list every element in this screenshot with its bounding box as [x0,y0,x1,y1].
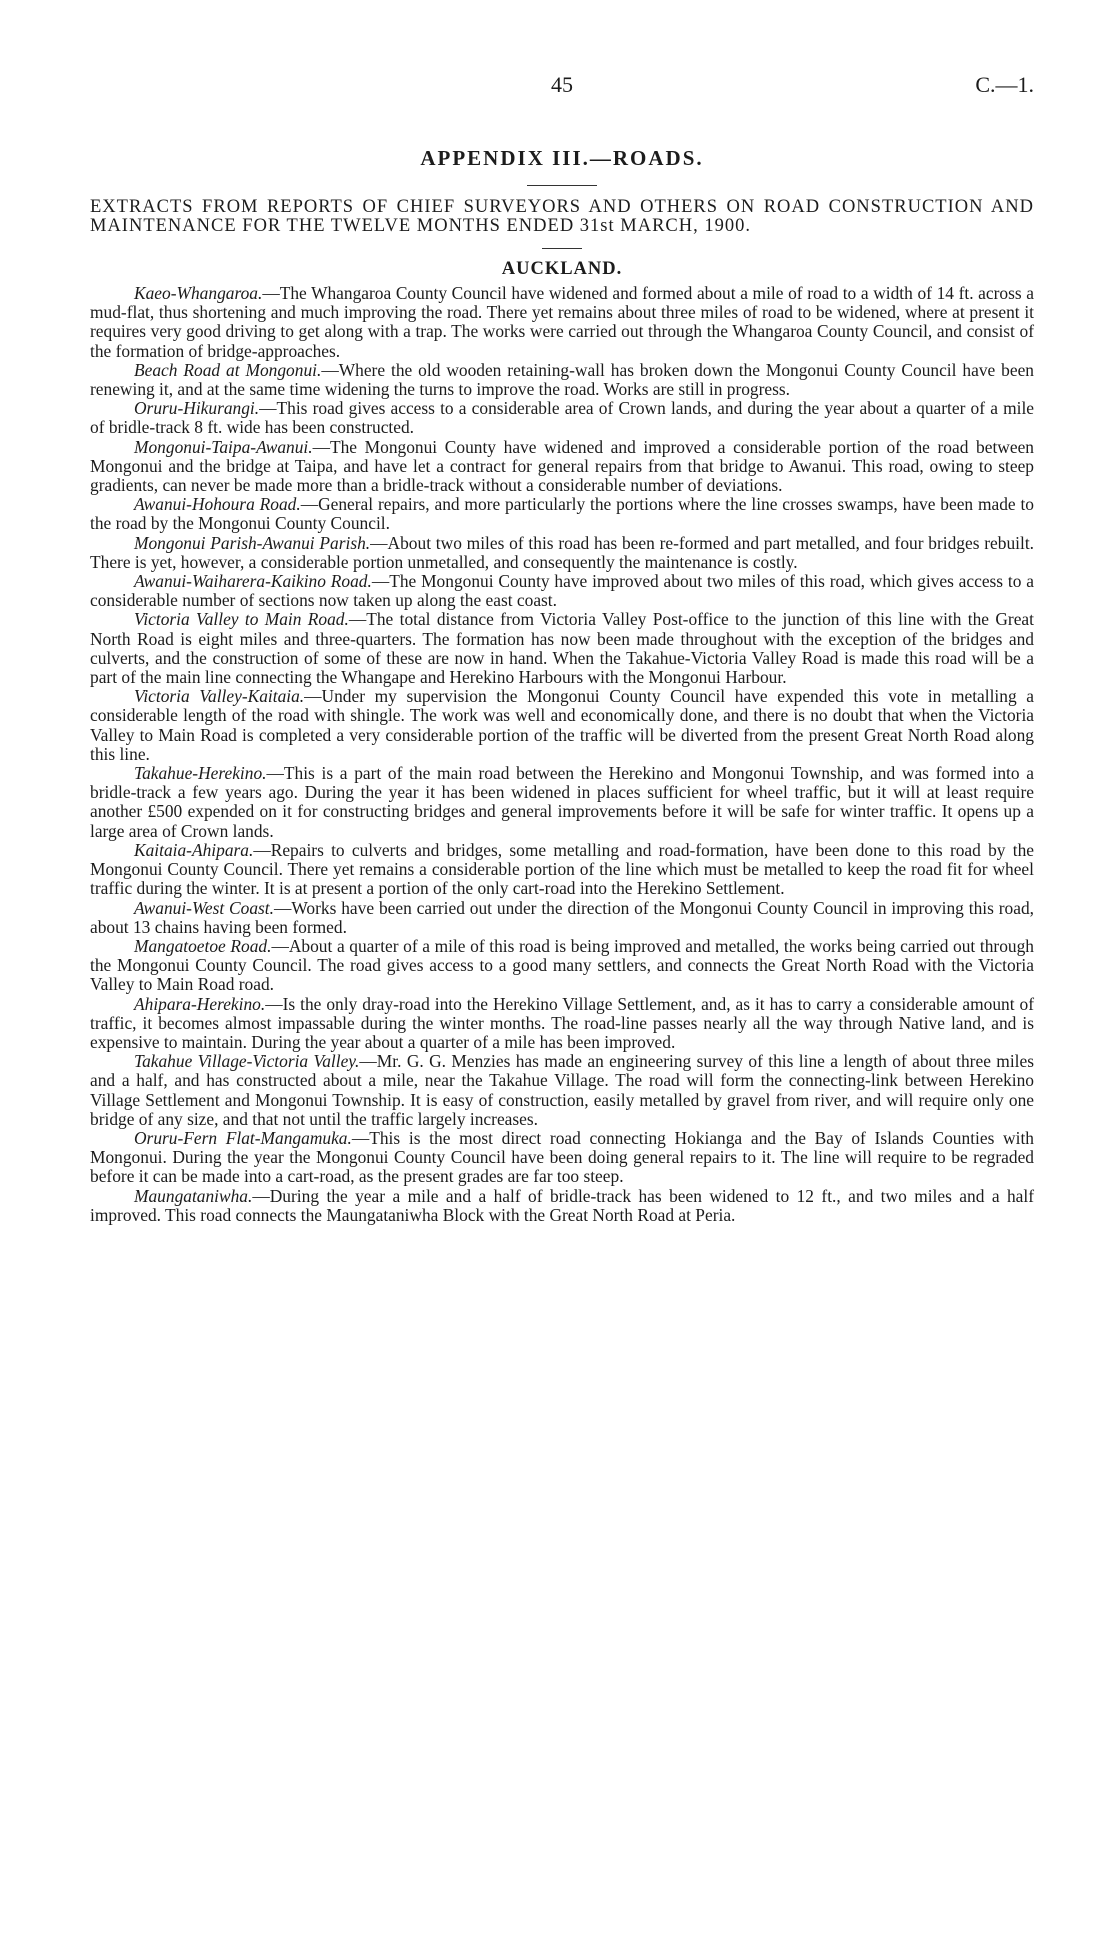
road-name: Oruru-Fern Flat-Mangamuka. [134,1127,352,1148]
road-name: Awanui-Waiharera-Kaikino Road. [134,571,372,592]
road-report: —The total distance from Victoria Valley Post-office to the junction of this line with the Great North Road is eight miles and three-quarters. The formation has now been made throughout with the exception of the bridges and culverts, and the construction of some of these are now in hand. When the Takahue-Victoria Valley Road is made this road will be a part of the main line connecting the Whangape and Herekino Harbours with the Mongonui Harbour. [90,609,1034,688]
road-report: —This is the most direct road connecting Hokianga and the Bay of Islands Counties with Mongonui. During the year the Mongonui County Council have been doing general repairs to it. The line will require to be regraded before it can be made into a cart-road, as the present grades are far too steep. [90,1127,1034,1187]
road-report: —About a quarter of a mile of this road is being improved and metalled, the works being carried out through the Mongonui County Council. The road gives access to a good many settlers, and connects the Great North Road with the Victoria Valley to Main Road road. [90,935,1034,995]
road-report: —About two miles of this road has been re-formed and part metalled, and four bridges rebuilt. There is yet, however, a considerable portion unmetalled, and consequently the maintenance is costly. [90,532,1035,572]
road-name: Mangatoetoe Road. [134,935,272,956]
road-name: Ahipara-Herekino. [134,993,266,1014]
title-divider [527,185,597,186]
section-divider [542,248,582,249]
road-entry [90,361,1034,399]
road-report: —The Mongonui County have widened and improved a considerable portion of the road between Mongonui and the bridge at Taipa, and have let a contract for general repairs from that bridge to Awanui. This road, owing to steep gradients, can never be made more than a bridle-track without a considerable number of deviations. [90,436,1034,496]
road-entry [90,995,1034,1053]
road-name: Oruru-Hikurangi. [134,398,260,419]
road-report: —Under my supervision the Mongonui County Council have expended this vote in metalling a considerable length of the road with shingle. The work was well and economically done, and there is no doubt that when the Victoria Valley to Main Road is completed a very considerable portion of the traffic will be diverted from the present Great North Road along this line. [90,686,1034,764]
road-name: Takahue Village-Victoria Valley. [134,1051,360,1072]
road-entry [90,610,1034,687]
road-entry [90,899,1034,937]
road-entry [90,764,1034,841]
document-reference: C.—1. [975,72,1034,97]
road-entry [90,687,1034,764]
road-report: —Where the old wooden retaining-wall has broken down the Mongonui County Council have been renewing it, and at the same time widening the turns to improve the road. Works are still in progress. [90,359,1034,400]
road-entry [90,534,1034,572]
road-entry [90,937,1034,995]
road-name: Beach Road at Mongonui. [134,359,322,380]
road-report: —This is a part of the main road between the Herekino and Mongonui Township, and was formed into a bridle-track a few years ago. During the year it has been widened in places sufficient for wheel traffic, but it will at least require another £500 expended on it for constructing bridges and general improvements before it will be safe for winter traffic. It opens up a large area of Crown lands. [90,763,1034,841]
road-report: —This road gives access to a considerable area of Crown lands, and during the year about a quarter of a mile of bridle-track 8 ft. wide has been constructed. [90,398,1034,438]
extracts-heading: EXTRACTS FROM REPORTS OF CHIEF SURVEYORS AND OTHERS ON ROAD CONSTRUCTION AND MAINTENANCE FOR THE TWELVE MONTHS ENDED 31st MARCH, 1900. [90,197,1034,236]
road-entry [90,841,1034,899]
road-report: —The Mongonui County have improved about two miles of this road, which gives access to a considerable number of sections now taken up along the east coast. [90,571,1034,611]
road-entry [90,572,1034,610]
road-name: Maungataniwha. [134,1185,253,1206]
road-entry [90,438,1034,496]
road-name: Victoria Valley-Kaitaia. [134,686,305,707]
page-number: 45 [551,72,573,97]
road-entry [90,495,1034,533]
road-name: Kaeo-Whangaroa. [134,283,263,303]
running-head [90,72,1034,112]
road-report: —During the year a mile and a half of bridle-track has been widened to 12 ft., and two miles and a half improved. This road connects the Maungataniwha Block with the Great North Road at Peria. [90,1185,1034,1225]
road-entry [90,1129,1034,1187]
road-name: Takahue-Herekino. [134,763,267,784]
road-name: Awanui-West Coast. [134,897,274,918]
road-report: —Is the only dray-road into the Herekino Village Settlement, and, as it has to carry a considerable amount of traffic, it becomes almost impassable during the winter months. The road-line passes nearly all the way through Native land, and is expensive to maintain. During the year about a quarter of a mile has been improved. [90,993,1034,1052]
road-report: —General repairs, and more particularly the portions where the line crosses swamps, have been made to the road by the Mongonui County Council. [90,494,1034,534]
road-entry [90,399,1034,437]
road-report: —Mr. G. G. Menzies has made an engineering survey of this line a length of about three miles and a half, and has constructed about a mile, near the Takahue Village. The road will form the connecting-link between Herekino Village Settlement and Mongonui Township. It is easy of construction, easily metalled by gravel from river, and will require only one bridge of any size, and that not until the traffic largely increases. [90,1051,1034,1129]
road-entry [90,1052,1034,1129]
road-name: Mongonui-Taipa-Awanui. [134,436,313,457]
road-name: Kaitaia-Ahipara. [134,839,254,860]
section-heading-auckland: AUCKLAND. [501,259,623,279]
road-report: —Works have been carried out under the direction of the Mongonui County Council in improving this road, about 13 chains having been formed. [90,897,1034,937]
road-entry [90,284,1034,361]
appendix-title: APPENDIX III.—ROADS. [420,146,704,170]
road-report: —Repairs to culverts and bridges, some metalling and road-formation, have been done to this road by the Mongonui County Council. There yet remains a considerable portion of the line which must be metalled to keep the road fit for wheel traffic during the winter. It is at present a portion of the only cart-road into the Herekino Settlement. [90,839,1034,899]
road-report: —The Whangaroa County Council have widened and formed about a mile of road to a width of 14 ft. across a mud-flat, thus shortening and much improving the road. There yet remains about three miles of road to be widened, where at present it requires very good driving to get along with a trap. The works were carried out through the Whangaroa County Council, and consist of the formation of bridge-approaches. [90,283,1034,361]
road-name: Mongonui Parish-Awanui Parish. [134,532,371,553]
road-entries [90,284,1034,1225]
road-name: Awanui-Hohoura Road. [134,494,301,515]
road-name: Victoria Valley to Main Road. [134,609,349,630]
road-entry [90,1187,1034,1225]
